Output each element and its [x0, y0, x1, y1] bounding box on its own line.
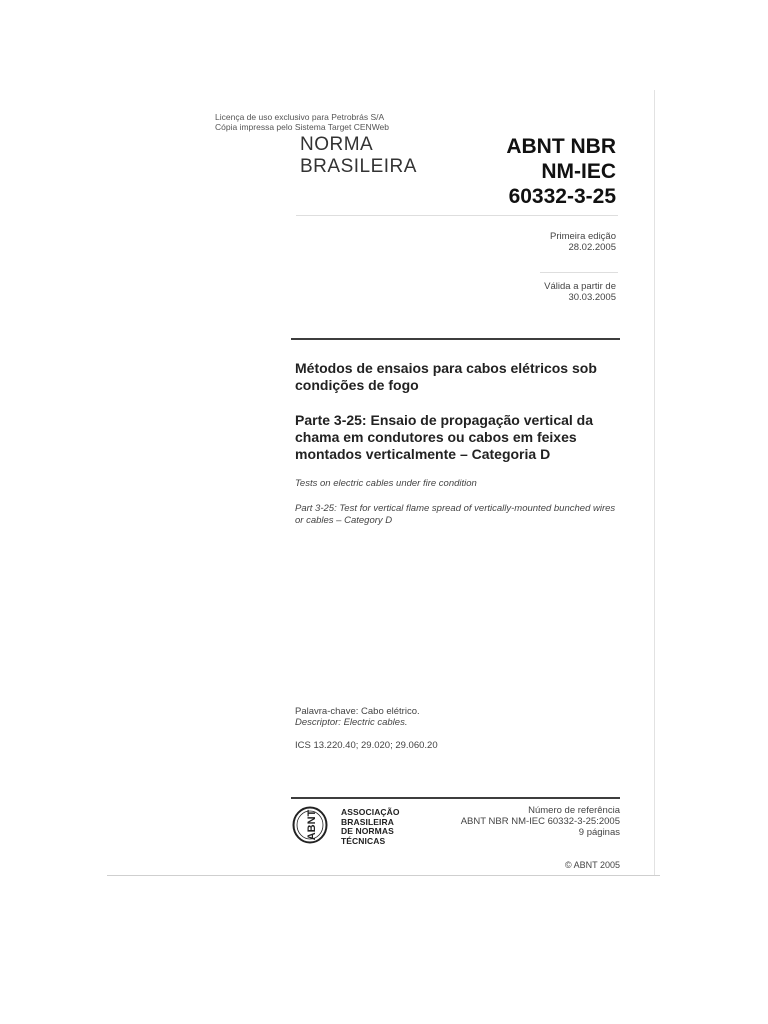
- norma-line-1: NORMA: [300, 134, 374, 155]
- title-divider: [291, 338, 620, 340]
- validity-label: Válida a partir de: [544, 281, 616, 292]
- norma-line-2: BRASILEIRA: [300, 156, 417, 177]
- descriptor-value: Electric cables.: [343, 717, 408, 728]
- keyword-pt-value: Cabo elétrico.: [361, 706, 420, 717]
- footer-divider: [291, 797, 620, 799]
- code-line-3: 60332-3-25: [508, 185, 616, 208]
- code-line-2: NM-IEC: [541, 160, 616, 183]
- validity-block: [416, 281, 616, 303]
- abnt-logo-text: ABNT: [306, 809, 318, 841]
- keyword-pt-label: Palavra-chave:: [295, 706, 359, 717]
- reference-number: ABNT NBR NM-IEC 60332-3-25:2005: [460, 816, 620, 827]
- code-line-1: ABNT NBR: [506, 135, 616, 158]
- reference-label: Número de referência: [528, 805, 620, 816]
- license-line-1: Licença de uso exclusivo para Petrobrás S/A: [215, 112, 385, 122]
- edition-block: [416, 231, 616, 253]
- edition-date: 28.02.2005: [568, 242, 616, 253]
- org-line-2: BRASILEIRA: [341, 816, 394, 827]
- page-bottom-rule: [107, 875, 660, 876]
- page-count: 9 páginas: [578, 827, 620, 838]
- edition-label: Primeira edição: [550, 231, 616, 242]
- license-line-2: Cópia impressa pelo Sistema Target CENWeb: [215, 122, 390, 132]
- abnt-logo-icon: [292, 806, 328, 844]
- keyword-en: [295, 717, 407, 728]
- keyword-pt: [295, 706, 420, 717]
- edition-divider: [540, 272, 618, 273]
- ics-codes: ICS 13.220.40; 29.020; 29.060.20: [295, 740, 438, 751]
- norma-brasileira-heading: [300, 134, 417, 178]
- title-pt-main: Métodos de ensaios para cabos elétricos sob condições de fogo: [295, 360, 597, 393]
- org-line-1: ASSOCIAÇÃO: [341, 807, 400, 817]
- descriptor-label: Descriptor:: [295, 717, 341, 728]
- reference-block: [380, 805, 620, 838]
- standard-code: [416, 134, 616, 209]
- title-en-main: Tests on electric cables under fire condition: [295, 478, 477, 489]
- copyright: © ABNT 2005: [565, 860, 620, 870]
- org-line-4: TÉCNICAS: [341, 835, 386, 846]
- validity-date: 30.03.2005: [568, 292, 616, 303]
- org-line-3: DE NORMAS: [341, 826, 394, 836]
- header-divider: [296, 215, 618, 216]
- page-edge-rule: [654, 90, 655, 875]
- license-notice: [215, 112, 389, 132]
- title-en-part: Part 3-25: Test for vertical flame spread of vertically-mounted bunched wires or cables – Category D: [295, 503, 616, 526]
- title-pt-part: Parte 3-25: Ensaio de propagação vertical da chama em condutores ou cabos em feixes montados verticalmente – Categoria D: [295, 412, 594, 462]
